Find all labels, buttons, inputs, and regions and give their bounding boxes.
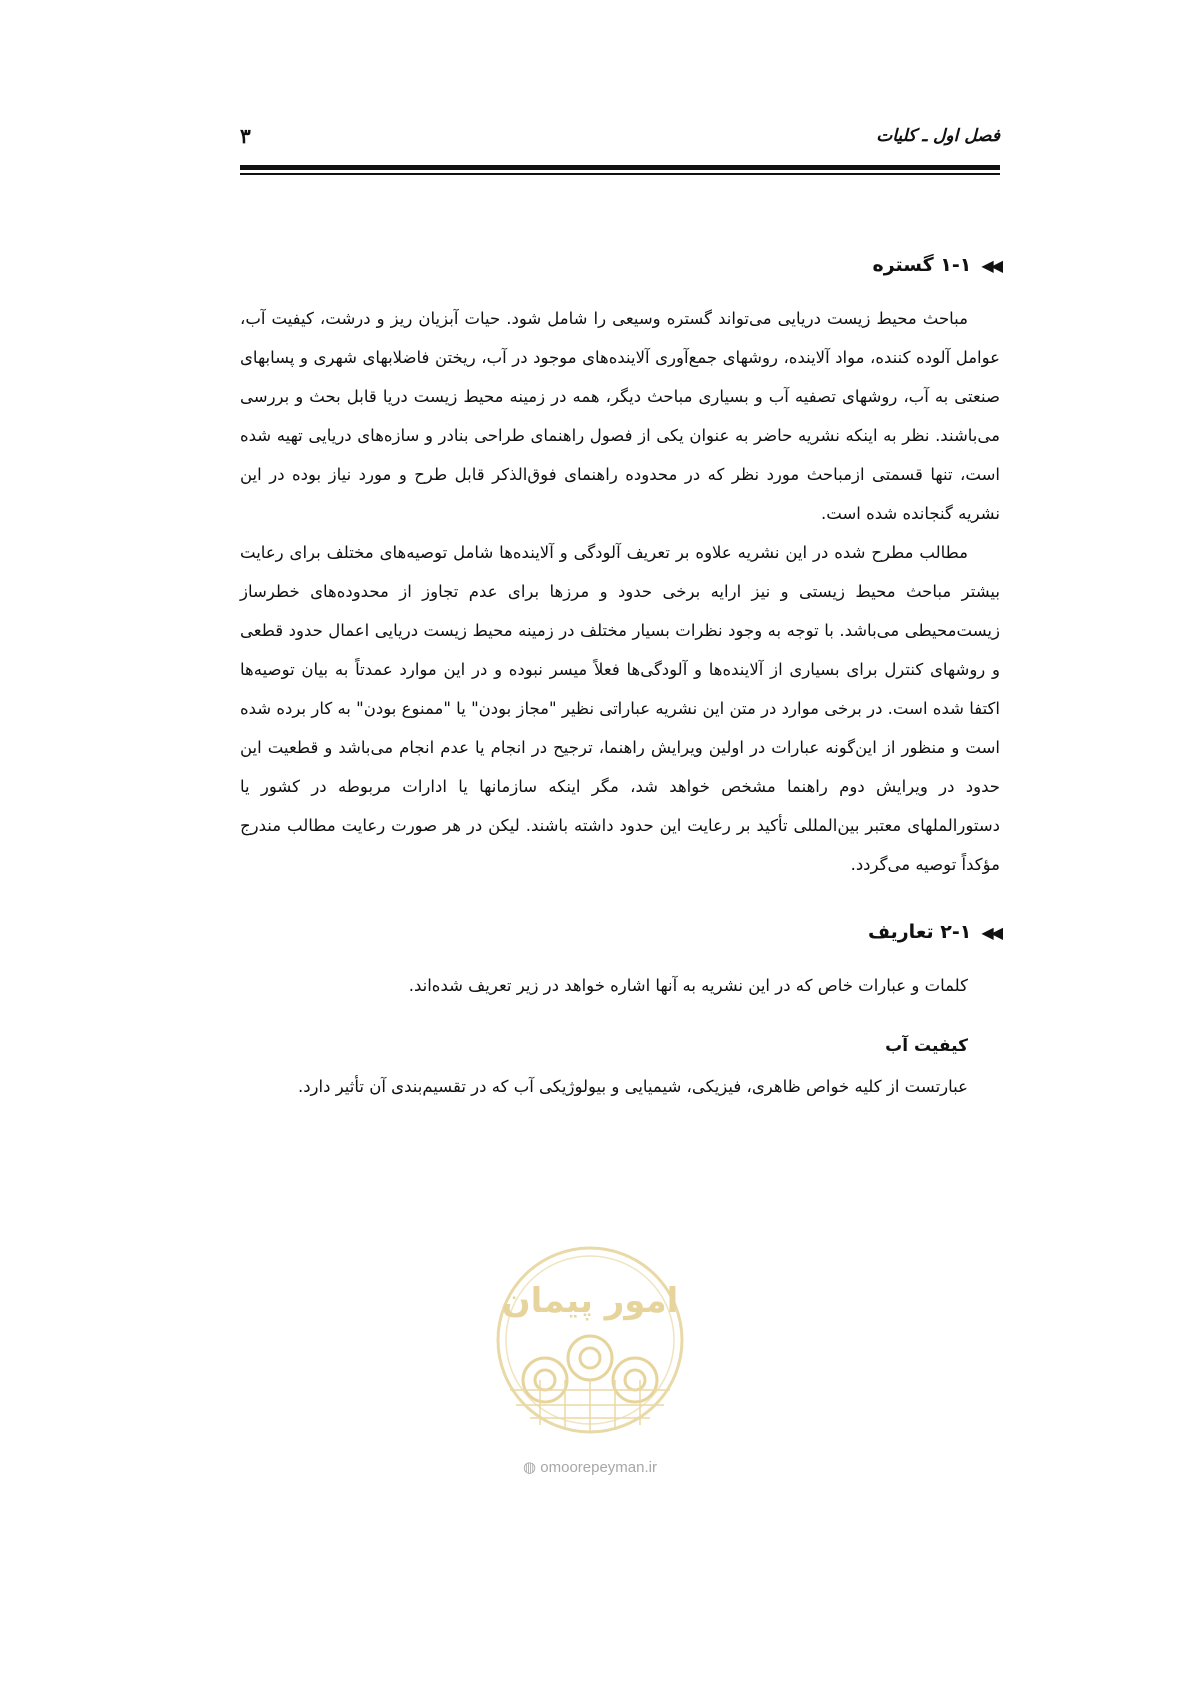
page-number: ۳	[240, 124, 251, 148]
term-definition: عبارتست از کلیه خواص ظاهری، فیزیکی، شیمیایی و بیولوژیکی آب که در تقسیم‌بندی آن تأثیر دارد.	[297, 1077, 968, 1096]
header-rule-thin	[240, 173, 1000, 175]
page-content	[240, 245, 1000, 1106]
term-heading: کیفیت آب	[885, 1036, 968, 1056]
watermark-logo	[490, 1240, 690, 1440]
globe-icon: ◍	[523, 1459, 537, 1476]
section-title: ۲-۱ تعاریف	[867, 920, 972, 943]
section-marker-icon: ◀◀	[981, 922, 1000, 942]
watermark-logo-text: امور پیمان	[501, 1281, 679, 1321]
paragraph: مطالب مطرح شده در این نشریه علاوه بر تعریف آلودگی و آلاینده‌ها شامل توصیه‌های مختلف برای رعایت بیشتر مباحث محیط زیستی و نیز ارایه برخی حدود و مرزها برای عدم تجاوز از محدوده‌های خطرساز زیست‌محیطی می‌باشد. با توجه به وجود نظرات بسیار مختلف در زمینه محیط زیست دریایی اعمال حدود قطعی و روشهای کنترل برای بسیاری از آلاینده‌ها و آلودگی‌ها فعلاً میسر نبوده و در این موارد عمدتاً به بیان توصیه‌ها اکتفا شده است. در برخی موارد در متن این نشریه عباراتی نظیر "مجاز بودن" یا "ممنوع بودن" به کار برده شده است و منظور از این‌گونه عبارات در اولین ویرایش راهنما، ترجیح در انجام یا عدم انجام می‌باشد و قطعیت این حدود در ویرایش دوم راهنما مشخص خواهد شد، مگر اینکه سازمانها یا ادارات مربوطه در کشور یا دستورالملهای معتبر بین‌المللی تأکید بر رعایت این حدود داشته باشند. لیکن در هر صورت رعایت مطالب مندرج مؤکداً توصیه می‌گردد.	[240, 543, 1000, 874]
watermark-caption	[490, 1458, 690, 1476]
section-heading-definitions	[240, 912, 1000, 952]
paragraph: مباحث محیط زیست دریایی می‌تواند گستره وسیعی را شامل شود. حیات آبزیان ریز و درشت، کیفیت آب، عوامل آلوده کننده، مواد آلاینده، روشهای جمع‌آوری آلاینده‌های موجود در آب، ریختن فاضلابهای شهری و پسابهای صنعتی به آب، روشهای تصفیه آب و بسیاری مباحث دیگر، همه در زمینه محیط زیست دریا قابل بحث و بررسی می‌باشند. نظر به اینکه نشریه حاضر به عنوان یکی از فصول راهنمای طراحی بنادر و سازه‌های دریایی تهیه شده است، تنها قسمتی ازمباحث مورد نظر که در محدوده راهنمای فوق‌الذکر قابل طرح و مورد نیاز بوده در این نشریه گنجانده شده است.	[240, 309, 1000, 523]
section-title: ۱-۱ گستره	[872, 253, 972, 276]
running-header	[240, 126, 1000, 156]
section-marker-icon: ◀◀	[981, 255, 1000, 275]
section-heading-scope	[240, 245, 1000, 285]
definitions-intro: کلمات و عبارات خاص که در این نشریه به آنها اشاره خواهد در زیر تعریف شده‌اند.	[408, 976, 968, 995]
running-title: فصل اول ـ کلیات	[876, 126, 1000, 146]
header-rule-thick	[240, 165, 1000, 170]
watermark-url: omoorepeyman.ir	[540, 1459, 657, 1476]
